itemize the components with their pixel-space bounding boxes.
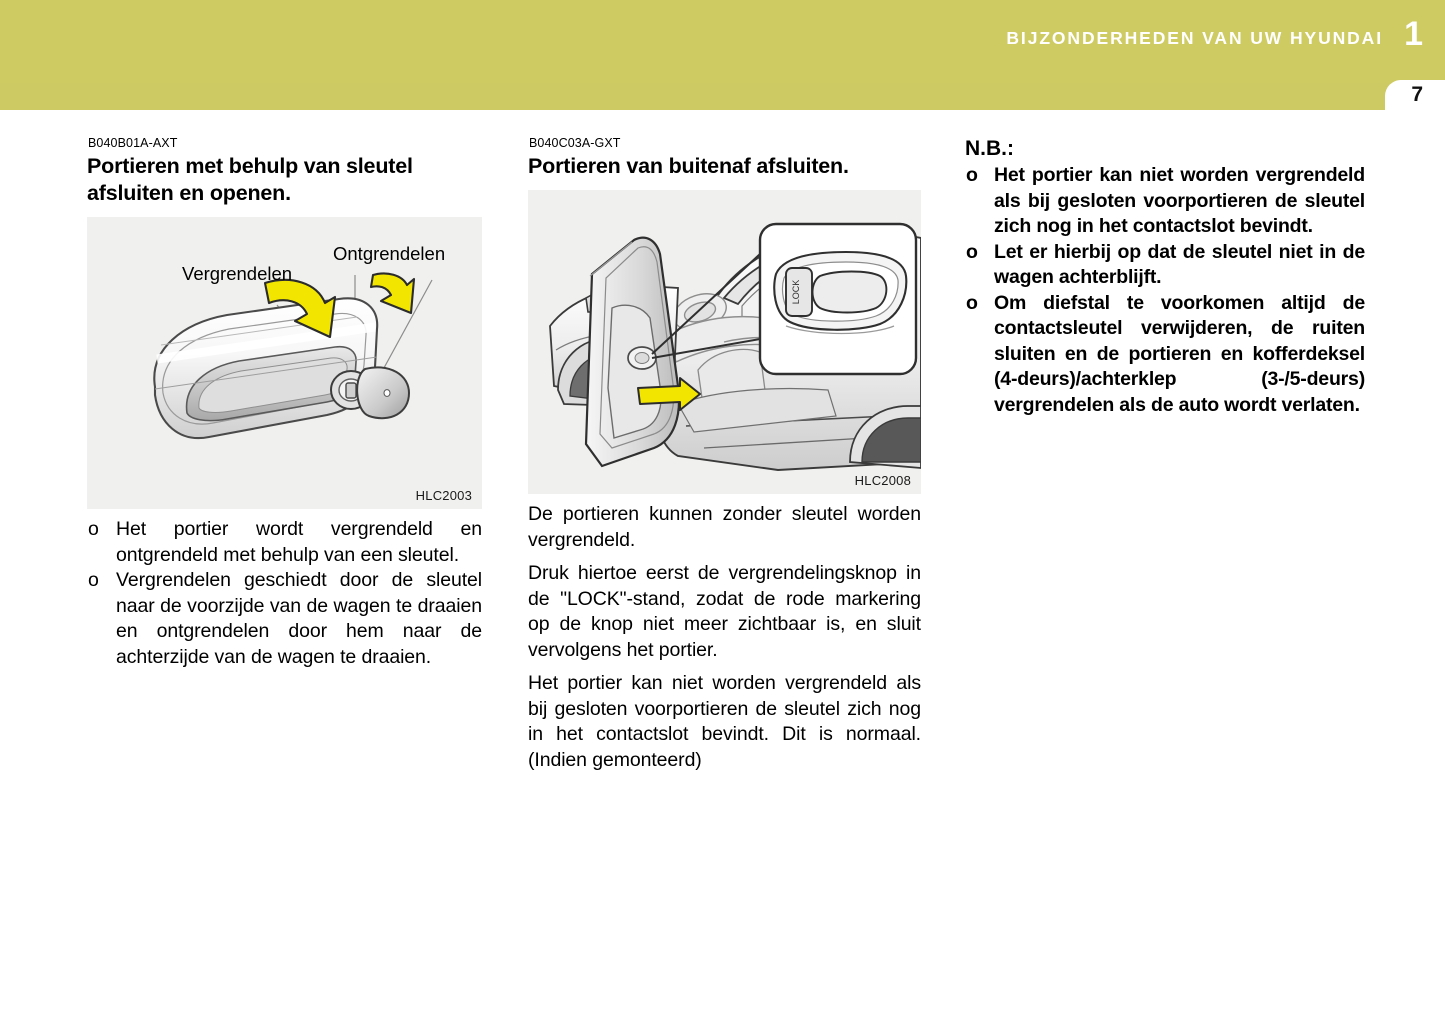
bullet-marker: o [88, 518, 99, 540]
section-heading-middle: Portieren van buitenaf afsluiten. [528, 154, 849, 178]
figure-code-middle: HLC2008 [854, 473, 911, 488]
list-item [87, 568, 482, 670]
car-door-illustration [528, 190, 921, 494]
section-heading-left: Portieren met behulp van sleutel afsluiten en openen. [87, 154, 413, 205]
list-item [87, 517, 482, 568]
section-code-middle: B040C03A-GXT [529, 136, 621, 150]
chapter-number: 1 [1404, 15, 1423, 53]
list-item-text: Het portier wordt vergrendeld en ontgrendeld met behulp van een sleutel. [116, 518, 482, 566]
paragraph: Druk hiertoe eerst de vergrendelingsknop in de "LOCK"-stand, zodat de rode markering op de knop niet meer zichtbaar is, en sluit vervolgens het portier. [528, 562, 921, 661]
figure-car-door [528, 190, 921, 494]
chapter-title: BIJZONDERHEDEN VAN UW HYUNDAI [1006, 28, 1383, 48]
figure-code-left: HLC2003 [415, 488, 472, 503]
bullet-list-nb [965, 163, 1365, 418]
section-code-left: B040B01A-AXT [88, 136, 178, 150]
figure-label-lock: Vergrendelen [182, 263, 293, 284]
column-left [87, 136, 482, 670]
column-middle [528, 136, 921, 773]
list-item-text: Vergrendelen geschiedt door de sleutel naar de voorzijde van de wagen te draaien en ontgrendelen door hem naar de achterzijde van de wagen te draaien. [116, 569, 482, 668]
header-band-lower [0, 83, 1445, 110]
list-item-text: Om diefstal te voorkomen altijd de contactsleutel verwijderen, de ruiten sluiten en de portieren en kofferdeksel (4-deurs)/achterklep (3-/5-deurs) vergrendelen als de auto wordt verlaten. [994, 291, 1365, 416]
bullet-marker: o [88, 569, 99, 591]
list-item-text: Het portier kan niet worden vergrendeld als bij gesloten voorportieren de sleutel zich nog in het contactslot bevindt. [994, 164, 1365, 237]
bullet-marker: o [966, 240, 978, 263]
unlock-arrow-icon [371, 273, 414, 313]
list-item [965, 163, 1365, 240]
list-item [965, 291, 1365, 419]
figure-door-handle [87, 217, 482, 509]
lock-knob-label: LOCK [791, 279, 801, 305]
list-item [965, 240, 1365, 291]
bullet-list-left [87, 517, 482, 670]
column-right [965, 136, 1365, 418]
paragraph: Het portier kan niet worden vergrendeld als bij gesloten voorportieren de sleutel zich nog in het contactslot bevindt. Dit is normaal. (Indien gemonteerd) [528, 672, 921, 771]
page-number: 7 [1411, 83, 1423, 106]
bullet-marker: o [966, 164, 978, 186]
paragraph: De portieren kunnen zonder sleutel worden vergrendeld. [528, 503, 921, 551]
bullet-marker: o [966, 291, 978, 314]
list-item-text: Let er hierbij op dat de sleutel niet in de wagen achterblijft. [994, 240, 1365, 288]
figure-label-unlock: Ontgrendelen [333, 243, 446, 264]
nb-heading: N.B.: [965, 137, 1014, 160]
